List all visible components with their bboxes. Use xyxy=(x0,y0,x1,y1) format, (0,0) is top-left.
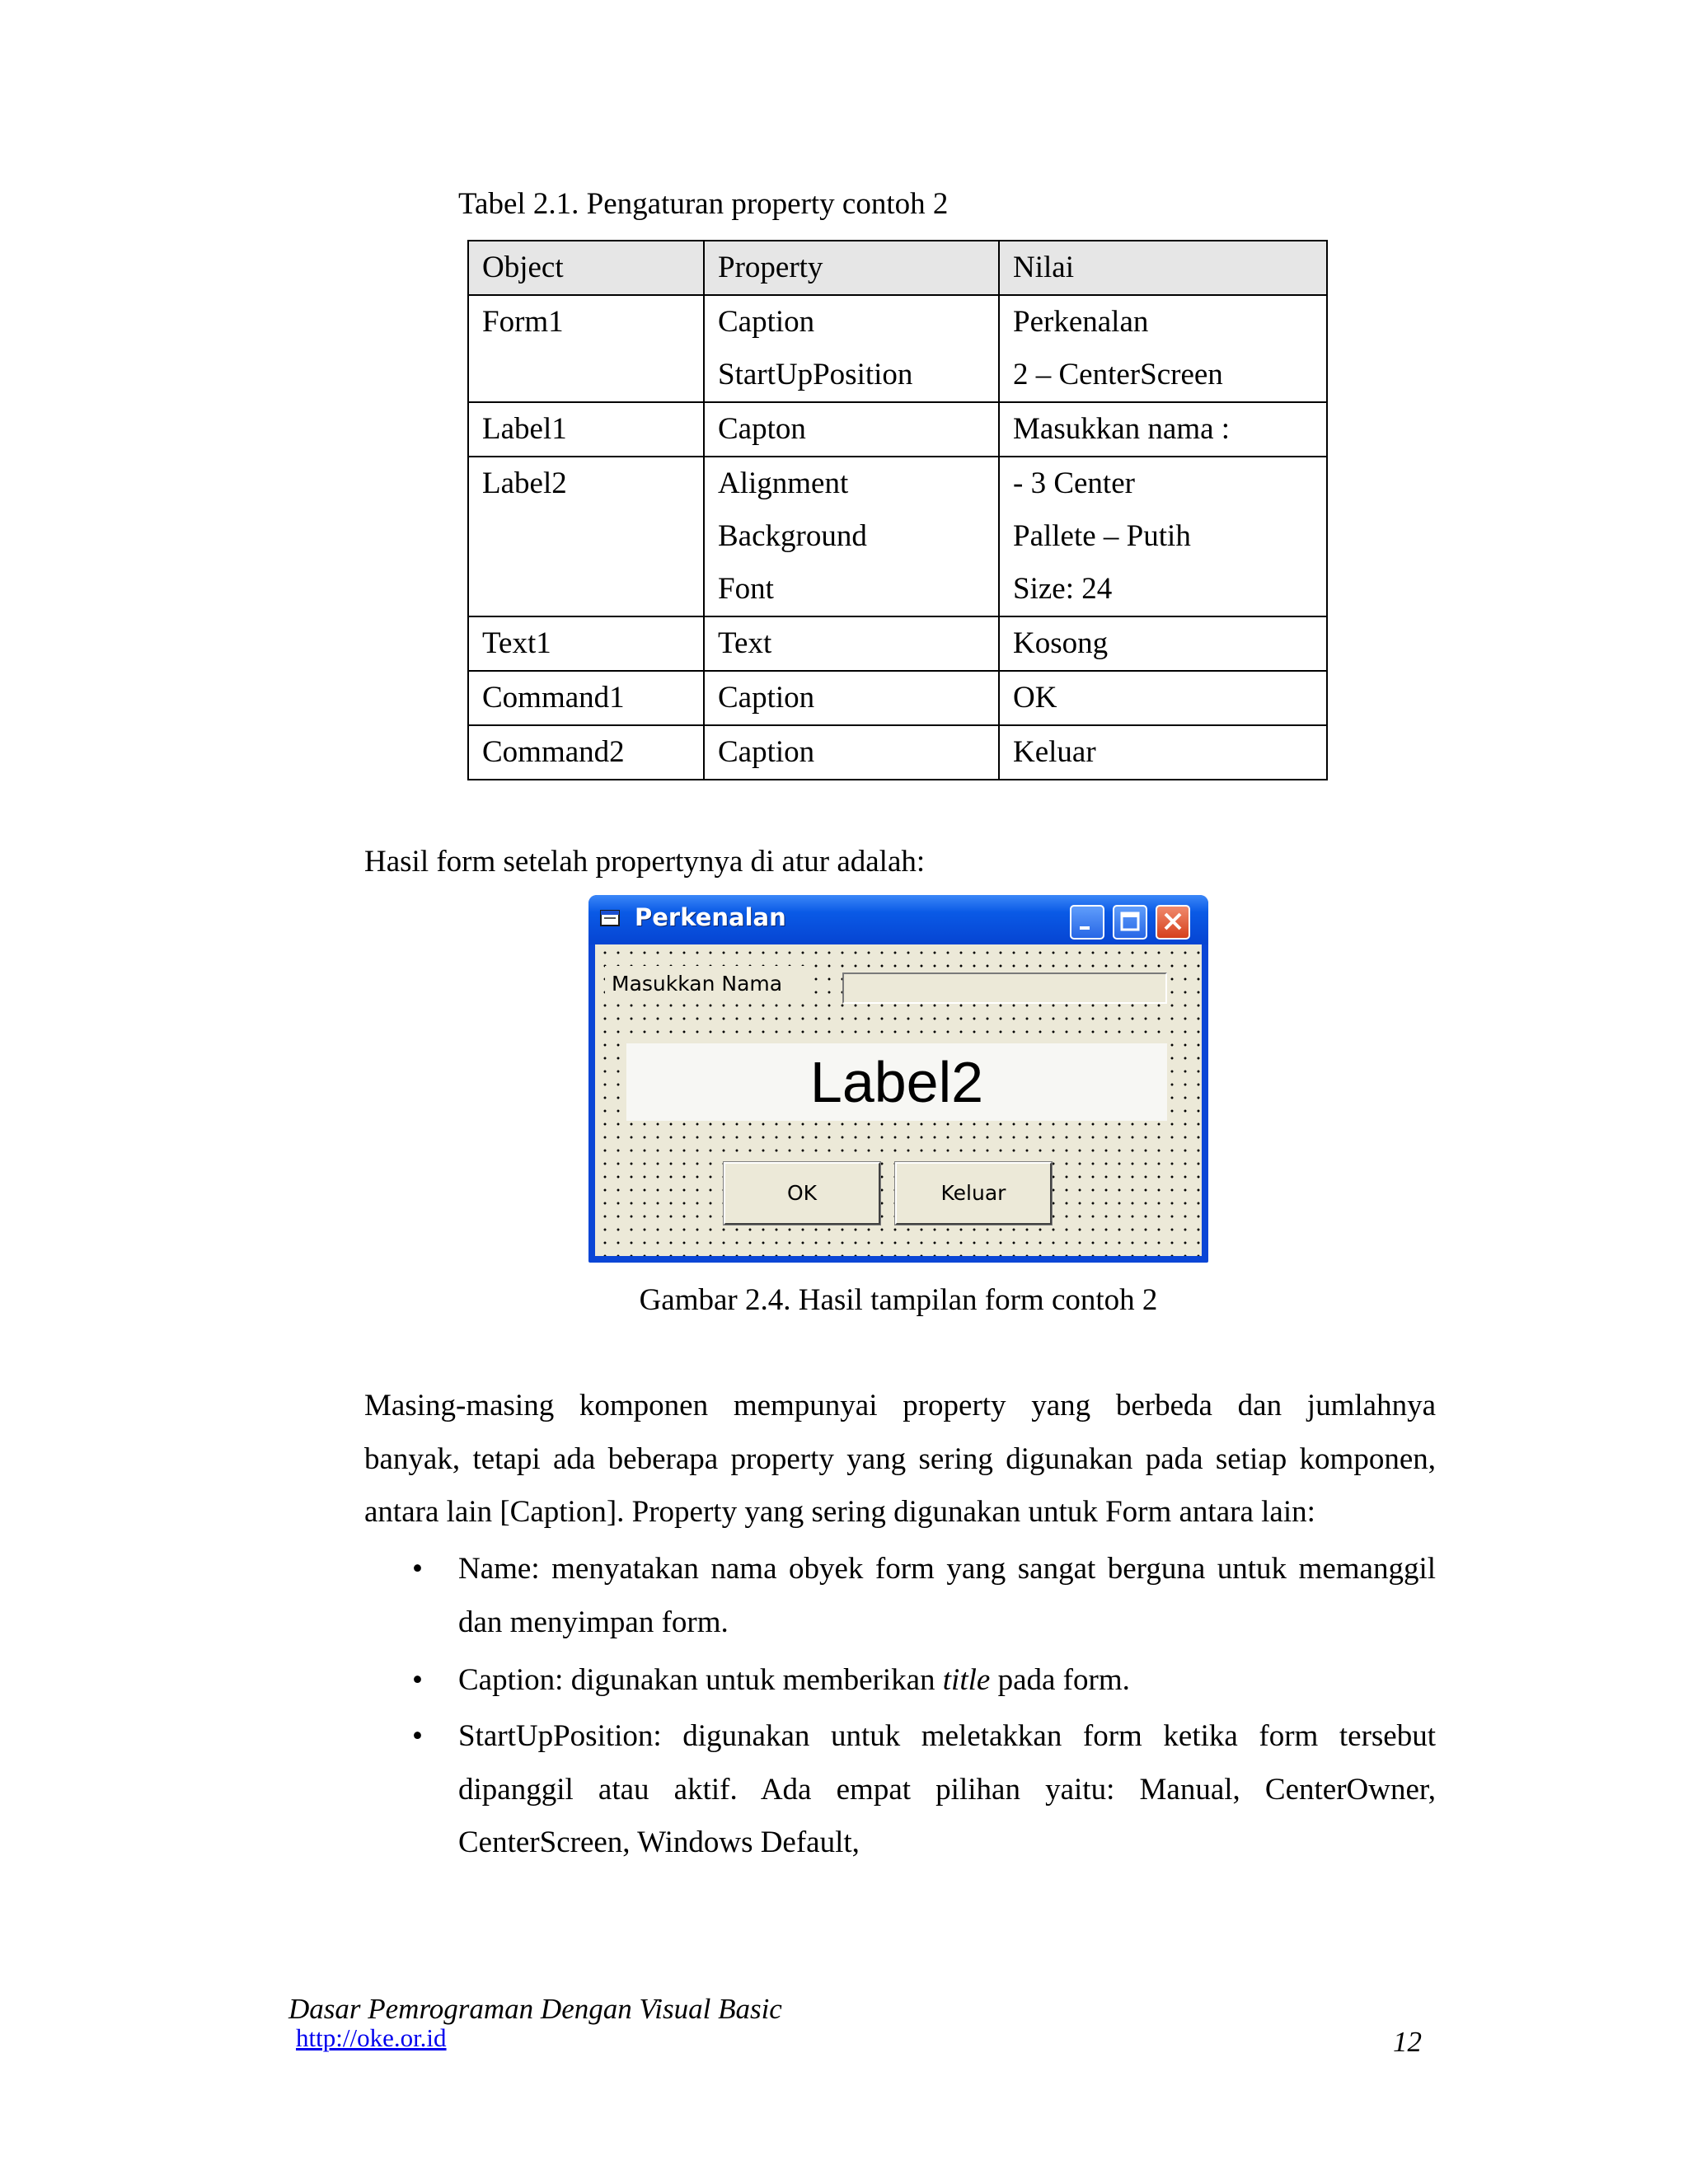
bullet-line: CenterScreen, Windows Default, xyxy=(458,1825,860,1859)
cell-text: 2 – CenterScreen xyxy=(1013,358,1223,391)
cell-text: Alignment xyxy=(718,466,849,500)
cell-property xyxy=(704,457,999,616)
bullet-line: dipanggil atau aktif. Ada empat pilihan yaitu: Manual, CenterOwner, xyxy=(458,1773,1436,1807)
table-row xyxy=(468,402,1327,457)
cell-object xyxy=(468,671,704,725)
cell-text: Text1 xyxy=(482,626,551,660)
paragraph-line: antara lain [Caption]. Property yang sering digunakan untuk Form antara lain: xyxy=(364,1495,1315,1529)
cell-text: Background xyxy=(718,519,867,553)
cell-value xyxy=(999,295,1327,402)
figure-caption: Gambar 2.4. Hasil tampilan form contoh 2 xyxy=(639,1283,1158,1317)
cell-text: Command2 xyxy=(482,735,625,769)
cell-text: Caption xyxy=(718,735,815,769)
cell-property xyxy=(704,295,999,402)
cell-object xyxy=(468,725,704,780)
cell-text: Form1 xyxy=(482,305,564,339)
cell-text: Label2 xyxy=(482,466,567,500)
cell-text: Keluar xyxy=(1013,735,1096,769)
cell-value xyxy=(999,457,1327,616)
bullet-text: Caption: digunakan untuk memberikan xyxy=(458,1663,943,1697)
property-table xyxy=(467,240,1328,780)
intro-text: Hasil form setelah propertynya di atur adalah: xyxy=(364,845,926,879)
bullet-line: dan menyimpan form. xyxy=(458,1605,729,1639)
form-client-area xyxy=(595,944,1202,1256)
paragraph-line: banyak, tetapi ada beberapa property yang sering digunakan pada setiap komponen, xyxy=(364,1442,1436,1476)
cell-property xyxy=(704,725,999,780)
window-title: Perkenalan xyxy=(635,903,786,931)
bullet-text: pada form. xyxy=(990,1663,1130,1697)
maximize-button[interactable] xyxy=(1113,905,1147,940)
bullet-line: StartUpPosition: digunakan untuk meletakkan form ketika form tersebut xyxy=(458,1719,1436,1753)
label-masukkan-nama: Masukkan Nama xyxy=(605,966,814,1002)
title-bar[interactable] xyxy=(588,895,1208,944)
minimize-button[interactable] xyxy=(1070,905,1104,940)
header-property: Property xyxy=(704,241,999,295)
page-number: 12 xyxy=(1393,2026,1422,2058)
maximize-icon xyxy=(1114,907,1146,938)
cell-text: Masukkan nama : xyxy=(1013,412,1231,446)
cell-object xyxy=(468,295,704,402)
minimize-icon xyxy=(1071,907,1103,938)
table-row xyxy=(468,295,1327,402)
cell-text: Capton xyxy=(718,412,806,446)
bullet-line: Name: menyatakan nama obyek form yang sangat berguna untuk memanggil xyxy=(458,1552,1436,1586)
cell-property xyxy=(704,402,999,457)
cell-object xyxy=(468,402,704,457)
bullet-marker: • xyxy=(412,1663,423,1697)
close-icon xyxy=(1157,907,1189,938)
table-row xyxy=(468,725,1327,780)
cell-value xyxy=(999,616,1327,671)
cell-text: Command1 xyxy=(482,681,625,715)
cell-text: Size: 24 xyxy=(1013,572,1113,606)
form-window xyxy=(588,895,1208,1263)
header-object: Object xyxy=(468,241,704,295)
cell-value xyxy=(999,402,1327,457)
keluar-button[interactable]: Keluar xyxy=(895,1162,1052,1225)
name-textbox[interactable] xyxy=(842,972,1167,1004)
cell-property xyxy=(704,616,999,671)
table-row xyxy=(468,671,1327,725)
cell-value xyxy=(999,725,1327,780)
cell-text: Caption xyxy=(718,681,815,715)
table-caption: Tabel 2.1. Pengaturan property contoh 2 xyxy=(458,187,949,221)
cell-text: - 3 Center xyxy=(1013,466,1135,500)
ok-button[interactable]: OK xyxy=(724,1162,880,1225)
cell-object xyxy=(468,457,704,616)
cell-text: OK xyxy=(1013,681,1057,715)
cell-text: Text xyxy=(718,626,772,660)
cell-text: Kosong xyxy=(1013,626,1109,660)
table-row xyxy=(468,616,1327,671)
bullet-italic-text: title xyxy=(942,1663,991,1697)
cell-property xyxy=(704,671,999,725)
bullet-marker: • xyxy=(412,1552,423,1586)
table-header-row xyxy=(468,241,1327,295)
footer-link[interactable]: http://oke.or.id xyxy=(296,2023,447,2052)
bullet-marker: • xyxy=(412,1719,423,1753)
cell-text: Font xyxy=(718,572,774,606)
bullet-item-caption xyxy=(458,1653,1436,1707)
close-button[interactable] xyxy=(1156,905,1190,940)
header-nilai: Nilai xyxy=(999,241,1327,295)
cell-text: StartUpPosition xyxy=(718,358,913,391)
form-icon xyxy=(600,910,621,928)
cell-text: Perkenalan xyxy=(1013,305,1149,339)
cell-object xyxy=(468,616,704,671)
cell-value xyxy=(999,671,1327,725)
table-row xyxy=(468,457,1327,616)
paragraph-line: Masing-masing komponen mempunyai property yang berbeda dan jumlahnya xyxy=(364,1389,1436,1422)
label2: Label2 xyxy=(626,1043,1167,1121)
cell-text: Pallete – Putih xyxy=(1013,519,1191,553)
cell-text: Caption xyxy=(718,305,815,339)
footer-title: Dasar Pemrograman Dengan Visual Basic xyxy=(288,1993,782,2025)
cell-text: Label1 xyxy=(482,412,567,446)
